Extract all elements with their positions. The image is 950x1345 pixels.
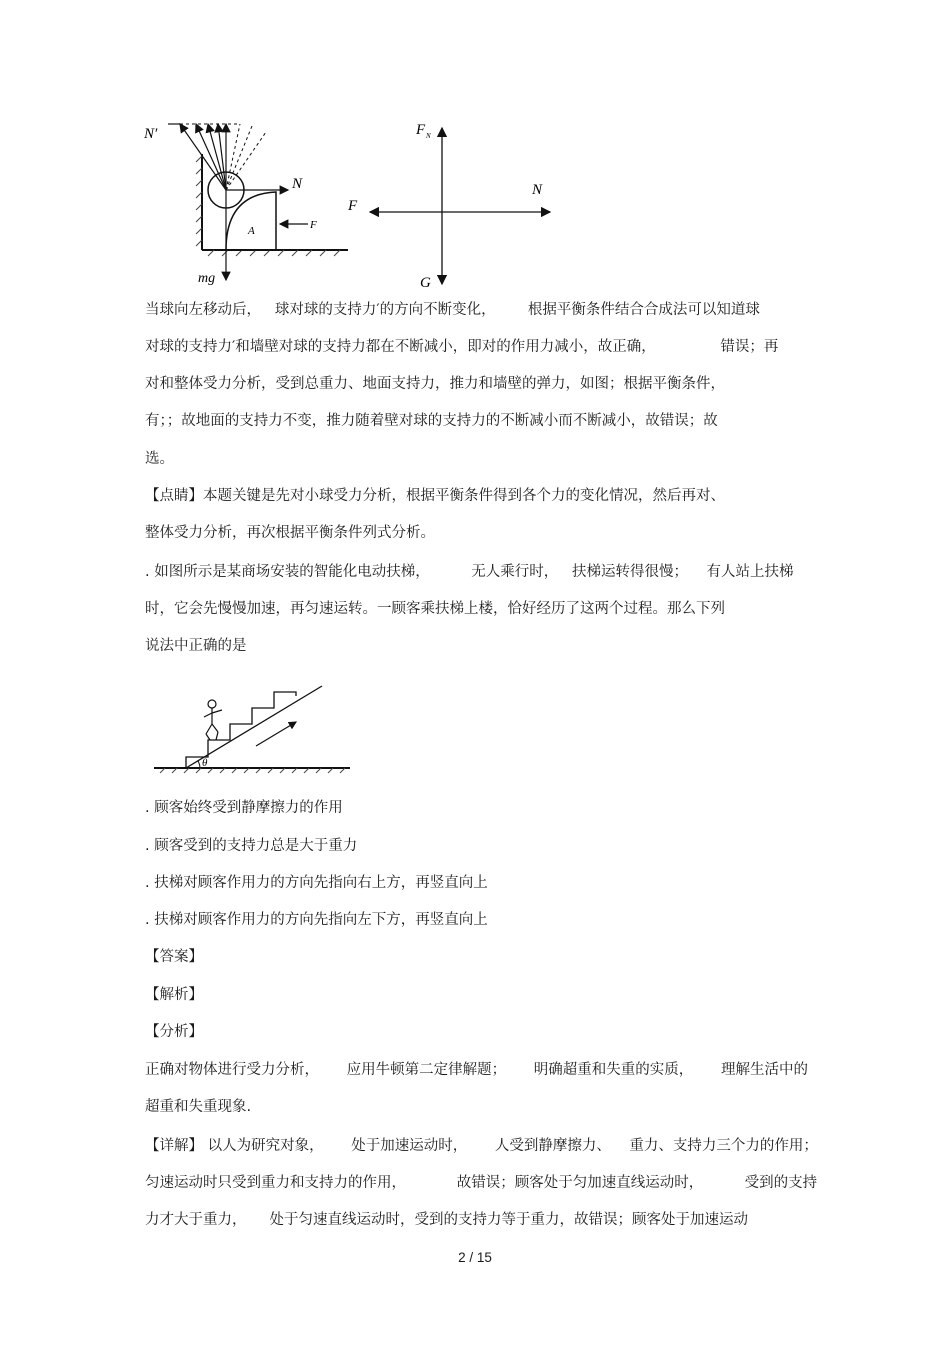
f-right-label: F	[348, 198, 358, 214]
text-line: 匀速运动时只受到重力和支持力的作用， 故错误；顾客处于匀加速直线运动时， 受到的支持	[145, 1175, 818, 1191]
n-right-label: N	[532, 182, 543, 198]
force-diagram-whole	[340, 112, 560, 292]
fn-label: F	[416, 122, 426, 138]
f-label: F	[310, 219, 317, 231]
fn-subscript: N	[426, 132, 431, 140]
mg-label: mg	[198, 271, 216, 286]
text-line: 整体受力分析，再次根据平衡条件列式分析。	[145, 525, 435, 541]
n-label: N	[292, 176, 303, 192]
text-line: 对和整体受力分析，受到总重力、地面支持力，推力和墙壁的弹力，如图；根据平衡条件，	[145, 376, 725, 392]
g-label: G	[420, 275, 431, 291]
text-line: 当球向左移动后， 球对球的支持力′的方向不断变化， 根据平衡条件结合合成法可以知道球	[145, 302, 760, 318]
text-line: 超重和失重现象.	[145, 1099, 252, 1115]
question-stem: . 如图所示是某商场安装的智能化电动扶梯， 无人乘行时， 扶梯运转得很慢； 有人站上扶梯	[145, 564, 794, 580]
text-line: 对球的支持力′和墙壁对球的支持力都在不断减小，即对的作用力减小，故正确， 错误；再	[145, 339, 779, 355]
block-a-label: A	[248, 225, 255, 237]
text-line: 有；；故地面的支持力不变，推力随着壁对球的支持力的不断减小而不断减小，故错误；故	[145, 413, 718, 429]
answer-heading: 【答案】	[145, 949, 203, 965]
text-line: 【点睛】本题关键是先对小球受力分析，根据平衡条件得到各个力的变化情况，然后再对、	[145, 488, 725, 504]
escalator-diagram	[150, 680, 355, 780]
theta-label: θ	[202, 757, 208, 769]
analysis-heading: 【解析】	[145, 987, 203, 1003]
page-number: 2 / 15	[458, 1250, 492, 1265]
text-line: 【详解】 以人为研究对象， 处于加速运动时， 人受到静摩擦力、 重力、支持力三个力的作用；	[145, 1138, 818, 1154]
option-c: . 扶梯对顾客作用力的方向先指向右上方，再竖直向上	[145, 875, 488, 891]
analysis-subheading: 【分析】	[145, 1024, 203, 1040]
person-figure	[204, 700, 222, 740]
option-a: . 顾客始终受到静摩擦力的作用	[145, 800, 343, 816]
text-line: 力才大于重力， 处于匀速直线运动时，受到的支持力等于重力，故错误；顾客处于加速运动	[145, 1212, 749, 1228]
option-d: . 扶梯对顾客作用力的方向先指向左下方，再竖直向上	[145, 912, 488, 928]
question-stem: 时，它会先慢慢加速，再匀速运转。一顾客乘扶梯上楼，恰好经历了这两个过程。那么下列	[145, 601, 725, 617]
question-stem: 说法中正确的是	[145, 638, 247, 654]
force-diagram-ball	[140, 112, 355, 292]
n-prime-label: N′	[144, 126, 158, 142]
text-line: 选。	[145, 451, 174, 467]
option-b: . 顾客受到的支持力总是大于重力	[145, 838, 358, 854]
text-line: 正确对物体进行受力分析， 应用牛顿第二定律解题； 明确超重和失重的实质， 理解生活中的	[145, 1062, 808, 1078]
